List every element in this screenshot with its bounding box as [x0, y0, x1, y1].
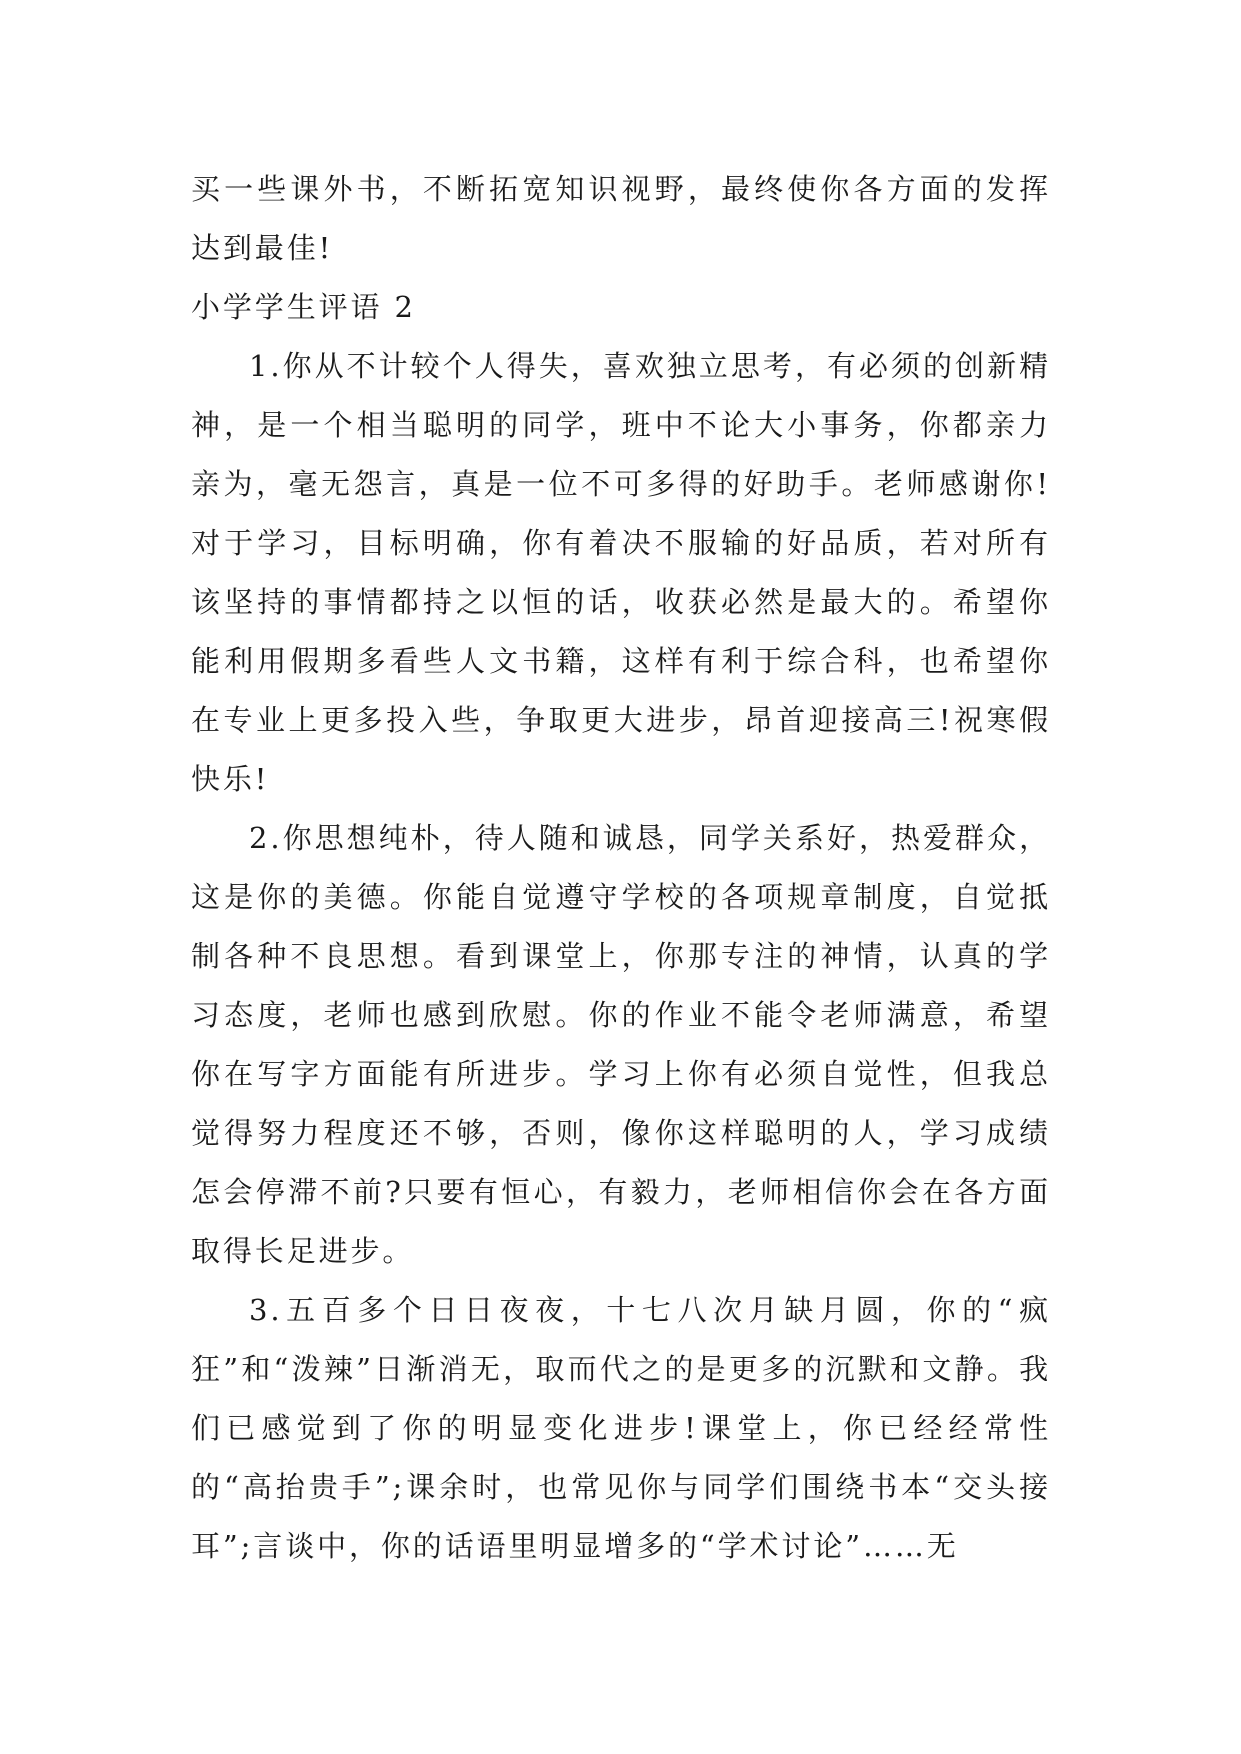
continuation-paragraph: 买一些课外书，不断拓宽知识视野，最终使你各方面的发挥达到最佳!	[191, 172, 1051, 265]
comment-item-1: 1.你从不计较个人得失，喜欢独立思考，有必须的创新精神，是一个相当聪明的同学，班中不论大小事务，你都亲力亲为，毫无怨言，真是一位不可多得的好助手。老师感谢你!对于学习，目标明确，你有着决不服输的好品质，若对所有该坚持的事情都持之以恒的话，收获必然是最大的。希望你能利用假期多看些人文书籍，这样有利于综合科，也希望你在专业上更多投入些，争取更大进步，昂首迎接高三!祝寒假快乐!	[191, 349, 1051, 796]
comment-item-2: 2.你思想纯朴，待人随和诚恳，同学关系好，热爱群众，这是你的美德。你能自觉遵守学校的各项规章制度，自觉抵制各种不良思想。看到课堂上，你那专注的神情，认真的学习态度，老师也感到欣慰。你的作业不能令老师满意，希望你在写字方面能有所进步。学习上你有必须自觉性，但我总觉得努力程度还不够，否则，像你这样聪明的人，学习成绩怎会停滞不前?只要有恒心，有毅力，老师相信你会在各方面取得长足进步。	[191, 821, 1051, 1268]
section-heading: 小学学生评语 2	[191, 290, 416, 324]
document-body	[191, 160, 1051, 1576]
comment-item-3: 3.五百多个日日夜夜，十七八次月缺月圆，你的“疯狂”和“泼辣”日渐消无，取而代之的是更多的沉默和文静。我们已感觉到了你的明显变化进步!课堂上，你已经经常性的“高抬贵手”;课余时，也常见你与同学们围绕书本“交头接耳”;言谈中，你的话语里明显增多的“学术讨论”……无	[191, 1293, 1051, 1563]
